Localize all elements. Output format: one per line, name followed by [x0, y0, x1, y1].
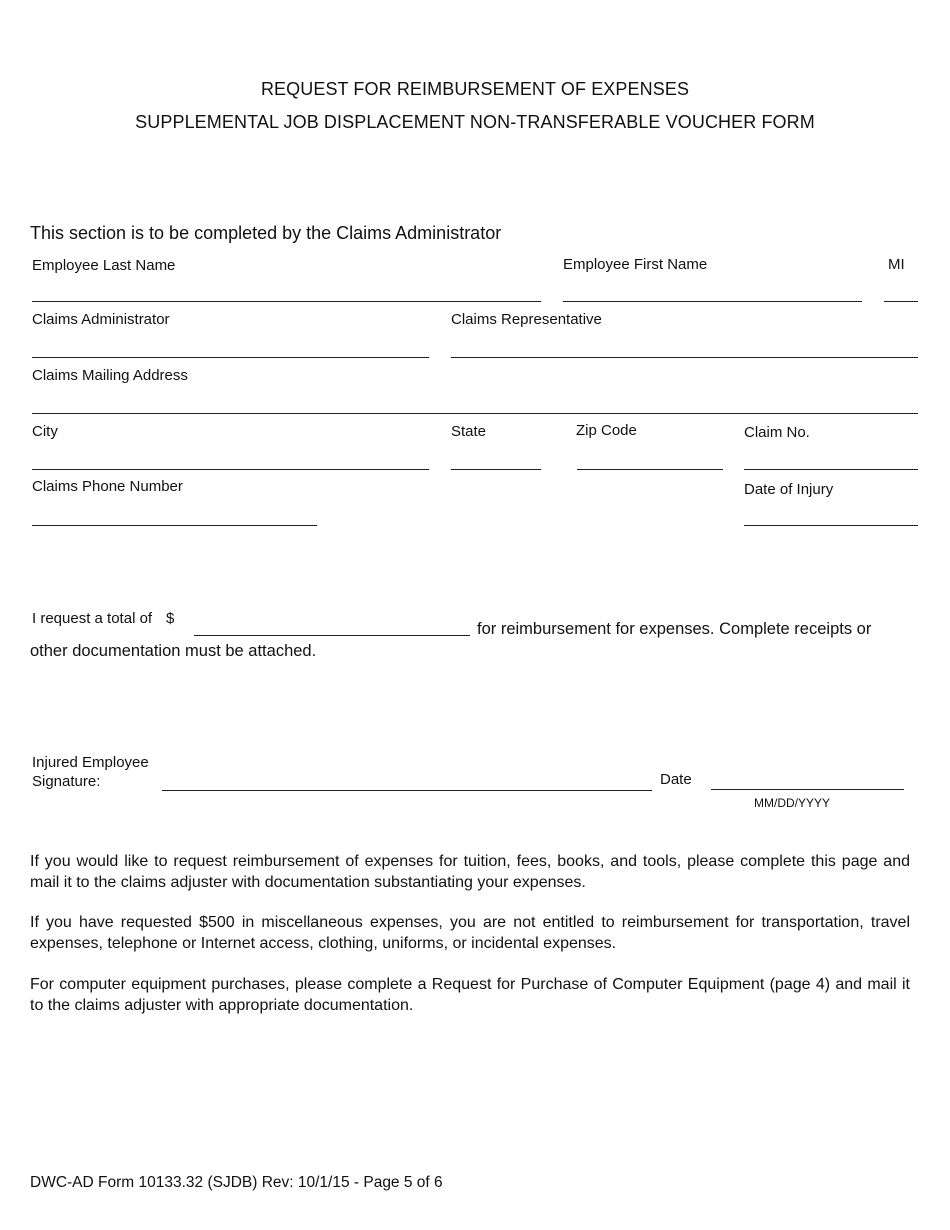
claims-administrator-label: Claims Administrator — [32, 311, 170, 328]
signature-field[interactable] — [162, 790, 652, 791]
date-of-injury-field[interactable] — [744, 525, 918, 526]
claims-phone-number-label: Claims Phone Number — [32, 478, 183, 495]
employee-last-name-field[interactable] — [32, 301, 541, 302]
date-of-injury-label: Date of Injury — [744, 481, 834, 498]
signature-label-line2: Signature: — [32, 773, 101, 790]
claims-representative-label: Claims Representative — [451, 311, 602, 328]
instruction-computer: For computer equipment purchases, please complete a Request for Purchase of Computer Equipment (page 4) and mail it to the claims adjuster with appropriate documentation. — [30, 976, 910, 1014]
claims-mailing-address-field[interactable] — [32, 413, 918, 414]
employee-last-name-label: Employee Last Name — [32, 257, 176, 274]
claim-no-field[interactable] — [744, 469, 918, 470]
zip-code-label: Zip Code — [576, 422, 637, 439]
claims-mailing-address-label: Claims Mailing Address — [32, 367, 188, 384]
zip-code-field[interactable] — [577, 469, 723, 470]
claims-administrator-field[interactable] — [32, 357, 429, 358]
request-total-label: I request a total of — [32, 610, 153, 627]
mi-field[interactable] — [884, 301, 918, 302]
state-field[interactable] — [451, 469, 541, 470]
state-label: State — [451, 423, 487, 440]
form-subtitle: SUPPLEMENTAL JOB DISPLACEMENT NON-TRANSFERABLE VOUCHER FORM — [135, 112, 815, 132]
signature-date-label: Date — [660, 771, 692, 788]
section-heading: This section is to be completed by the Claims Administrator — [30, 223, 502, 243]
city-field[interactable] — [32, 469, 429, 470]
employee-first-name-label: Employee First Name — [563, 256, 708, 273]
request-continuation-text: other documentation must be attached. — [30, 642, 317, 660]
claims-representative-field[interactable] — [451, 357, 918, 358]
instruction-miscellaneous: If you have requested $500 in miscellaneous expenses, you are not entitled to reimbursement for transportation, travel expenses, telephone or Internet access, clothing, uniforms, or incidental expenses. — [30, 914, 910, 952]
currency-symbol: $ — [166, 610, 175, 627]
form-footer: DWC-AD Form 10133.32 (SJDB) Rev: 10/1/15 - Page 5 of 6 — [30, 1174, 443, 1191]
claims-phone-number-field[interactable] — [32, 525, 317, 526]
request-suffix-text: for reimbursement for expenses. Complete receipts or — [477, 620, 872, 638]
city-label: City — [32, 423, 58, 440]
request-amount-field[interactable] — [194, 635, 470, 636]
claim-no-label: Claim No. — [744, 424, 810, 441]
signature-label-line1: Injured Employee — [32, 754, 149, 771]
instruction-tuition: If you would like to request reimbursement of expenses for tuition, fees, books, and tools, please complete this page and mail it to the claims adjuster with documentation substantiating your expenses. — [30, 853, 910, 891]
mi-label: MI — [888, 256, 905, 273]
signature-date-field[interactable] — [711, 789, 904, 790]
date-format-hint: MM/DD/YYYY — [754, 796, 831, 810]
employee-first-name-field[interactable] — [563, 301, 862, 302]
form-title: REQUEST FOR REIMBURSEMENT OF EXPENSES — [260, 79, 690, 99]
